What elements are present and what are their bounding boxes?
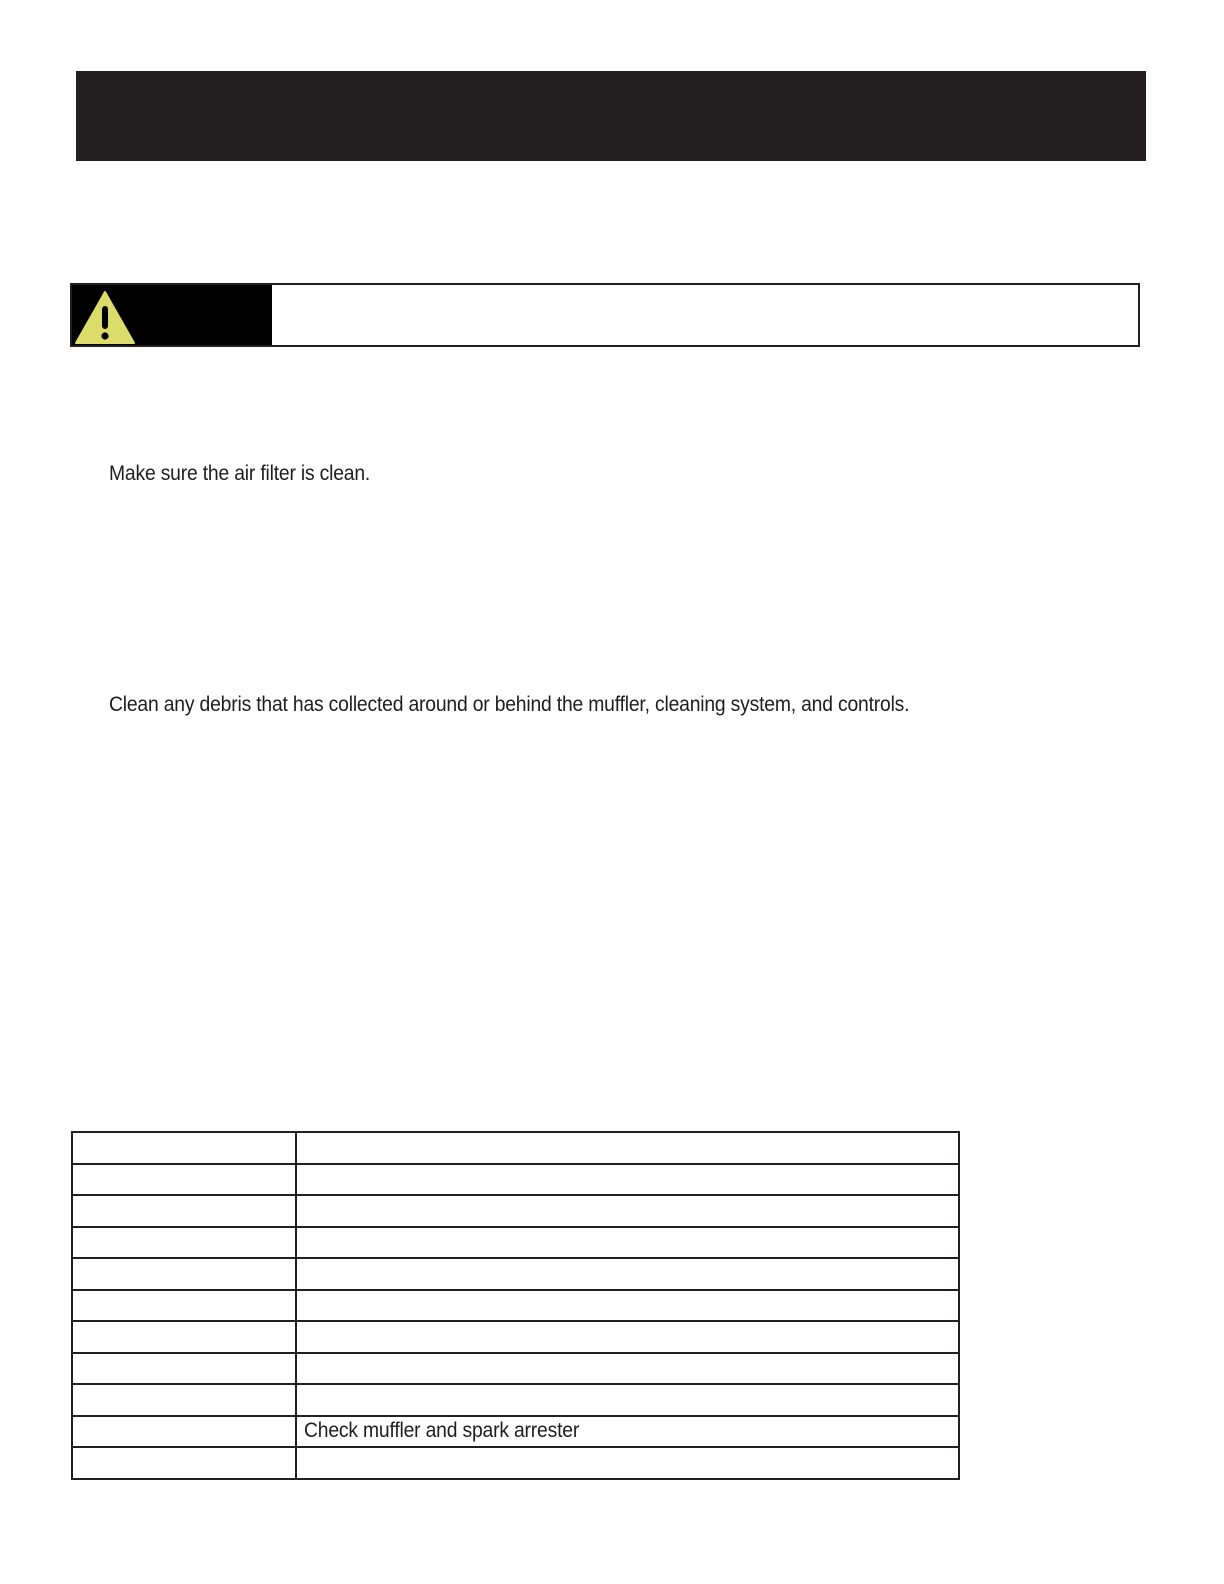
- interval-cell: [72, 1227, 296, 1259]
- table-row: [72, 1447, 959, 1479]
- interval-cell: [72, 1195, 296, 1227]
- table-row: [72, 1258, 959, 1290]
- air-filter-instruction: Make sure the air filter is clean.: [109, 462, 371, 485]
- table-row: [72, 1353, 959, 1385]
- task-cell: Check muffler and spark arrester: [296, 1416, 959, 1448]
- warning-triangle-icon: [74, 289, 136, 345]
- task-cell: [296, 1164, 959, 1196]
- task-cell: [296, 1132, 959, 1164]
- table-row: [72, 1321, 959, 1353]
- task-cell: [296, 1353, 959, 1385]
- interval-cell: [72, 1132, 296, 1164]
- task-cell: [296, 1258, 959, 1290]
- interval-cell: [72, 1321, 296, 1353]
- task-cell: [296, 1321, 959, 1353]
- warning-box: [70, 283, 1140, 347]
- task-cell: [296, 1227, 959, 1259]
- table-row: [72, 1227, 959, 1259]
- table-row: [72, 1195, 959, 1227]
- table-row: [72, 1384, 959, 1416]
- section-header-bar: [76, 71, 1146, 161]
- table-row: [72, 1164, 959, 1196]
- maintenance-schedule-table: [71, 1131, 960, 1480]
- interval-cell: [72, 1290, 296, 1322]
- interval-cell: [72, 1384, 296, 1416]
- table-row: [72, 1290, 959, 1322]
- task-cell: [296, 1290, 959, 1322]
- task-cell: [296, 1447, 959, 1479]
- interval-cell: [72, 1258, 296, 1290]
- interval-cell: [72, 1353, 296, 1385]
- table-row: [72, 1132, 959, 1164]
- interval-cell: [72, 1164, 296, 1196]
- table-row: [72, 1416, 959, 1448]
- task-cell: [296, 1384, 959, 1416]
- task-cell: [296, 1195, 959, 1227]
- interval-cell: [72, 1447, 296, 1479]
- debris-instruction: Clean any debris that has collected around or behind the muffler, cleaning system, and controls.: [109, 693, 910, 716]
- warning-label: [72, 285, 272, 345]
- interval-cell: [72, 1416, 296, 1448]
